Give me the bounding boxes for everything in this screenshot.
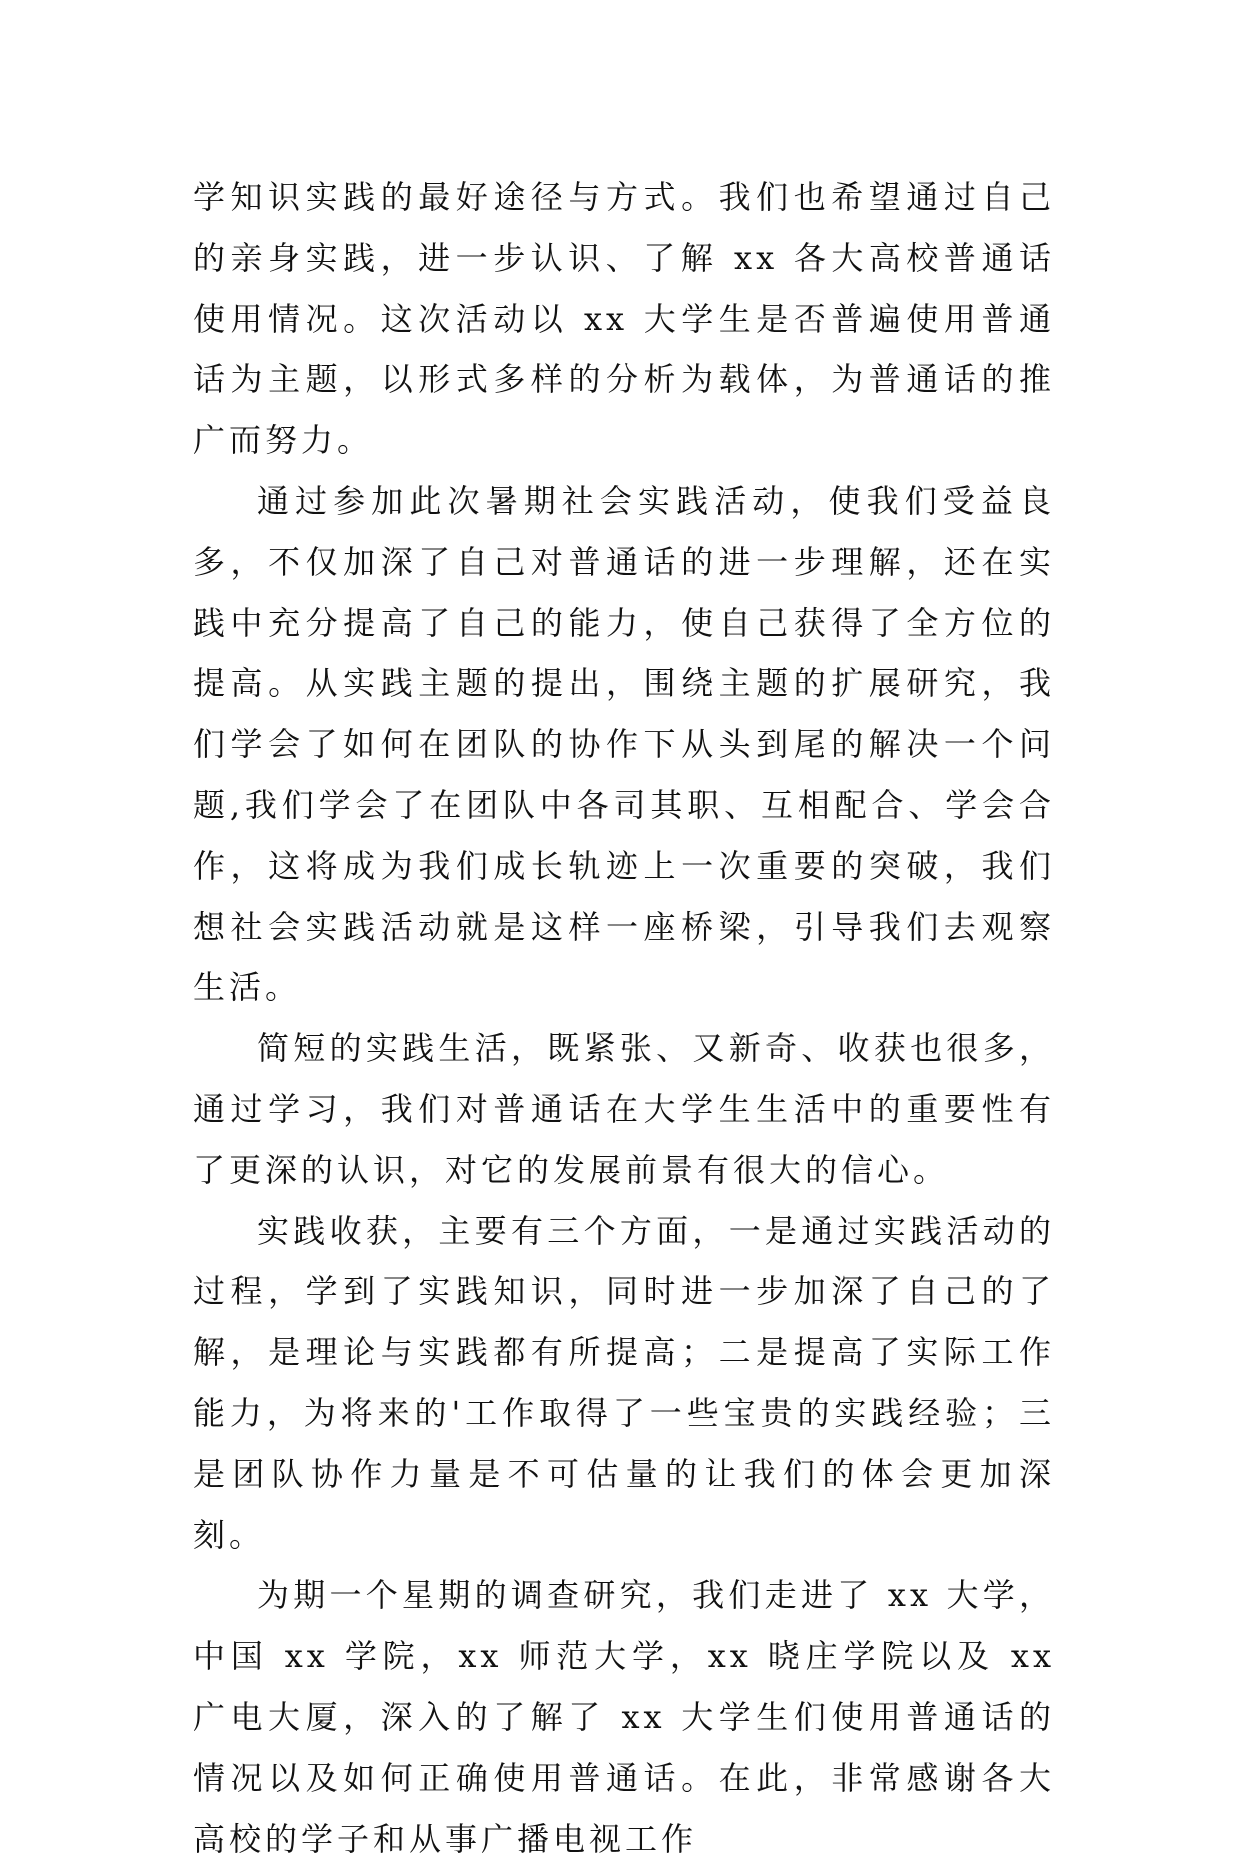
paragraph-week-research: 为期一个星期的调查研究，我们走进了 xx 大学，中国 xx 学院，xx 师范大学，xx 晓庄学院以及 xx 广电大厦，深入的了解了 xx 大学生们使用普通话的情况以及如何正确使用普通话。在此，非常感谢各大高校的学子和从事广播电视工作 <box>193 1576 1055 1858</box>
paragraph-practice-benefits: 通过参加此次暑期社会实践活动，使我们受益良多，不仅加深了自己对普通话的进一步理解，还在实践中充分提高了自己的能力，使自己获得了全方位的提高。从实践主题的提出，围绕主题的扩展研究，我们学会了如何在团队的协作下从头到尾的解决一个问题,我们学会了在团队中各司其职、互相配合、学会合作，这将成为我们成长轨迹上一次重要的突破，我们想社会实践活动就是这样一座桥梁，引导我们去观察生活。 <box>193 481 1055 1007</box>
paragraph-continuation: 学知识实践的最好途径与方式。我们也希望通过自己的亲身实践，进一步认识、了解 xx 各大高校普通话使用情况。这次活动以 xx 大学生是否普遍使用普通话为主题，以形式多样的分析为载体，为普通话的推广而努力。 <box>193 178 1055 460</box>
paragraph-practice-gains: 实践收获，主要有三个方面，一是通过实践活动的过程，学到了实践知识，同时进一步加深了自己的了解，是理论与实践都有所提高；二是提高了实际工作能力，为将来的'工作取得了一些宝贵的实践经验；三是团队协作力量是不可估量的让我们的体会更加深刻。 <box>193 1211 1055 1554</box>
document-body <box>193 167 1055 1869</box>
paragraph-short-practice-life: 简短的实践生活，既紧张、又新奇、收获也很多，通过学习，我们对普通话在大学生生活中的重要性有了更深的认识，对它的发展前景有很大的信心。 <box>193 1029 1055 1189</box>
